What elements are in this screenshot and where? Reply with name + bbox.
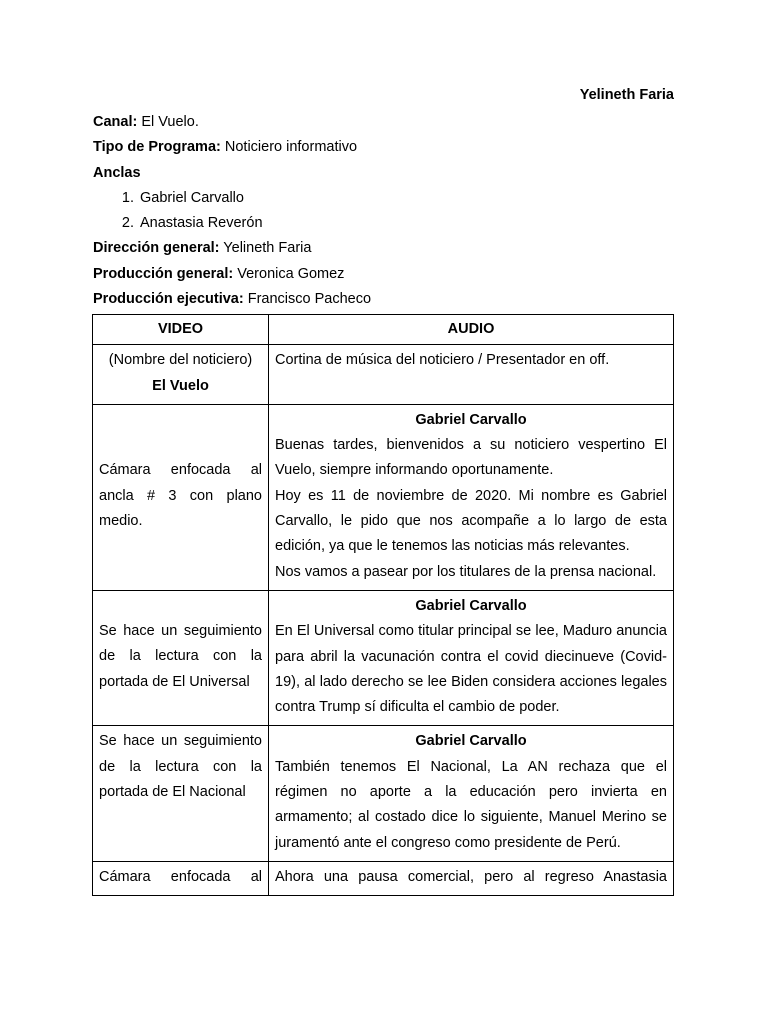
video-header: VIDEO <box>93 315 269 345</box>
anclas-heading <box>93 161 675 186</box>
audio-text: En El Universal como titular principal se lee, Maduro anuncia para abril la vacunación contra el covid diecinueve (Covid-19), al lado derecho se lee Biden considera acciones legales contra Trump sí dificulta el cambio de poder. <box>275 623 667 716</box>
author-name: Yelineth Faria <box>579 87 674 103</box>
script-table <box>92 314 674 896</box>
audio-text: Nos vamos a pasear por los titulares de la prensa nacional. <box>275 563 657 580</box>
audio-header: AUDIO <box>269 315 674 345</box>
audio-cell <box>269 590 674 725</box>
audio-text: También tenemos El Nacional, La AN rechaza que el régimen no aporte a la educación pero invierta en armamento; al costado dice lo siguiente, Manuel Merino se juramentó ante el congreso como presidente de Perú. <box>275 758 667 851</box>
video-text: Cámara enfocada al ancla # 3 con plano medio. <box>99 462 262 530</box>
audio-cell <box>269 861 674 895</box>
program-name-note: (Nombre del noticiero) <box>108 352 253 369</box>
produccion-row <box>93 262 675 287</box>
produccion-value: Veronica Gomez <box>237 265 345 282</box>
ejecutiva-row <box>93 287 675 312</box>
ejecutiva-value: Francisco Pacheco <box>247 291 372 308</box>
tipo-value: Noticiero informativo <box>224 139 358 156</box>
tipo-label: Tipo de Programa: <box>93 139 221 156</box>
audio-text: Buenas tardes, bienvenidos a su noticiero vespertino El Vuelo, siempre informando oportunamente. <box>275 437 667 479</box>
table-row <box>93 726 674 861</box>
video-cell <box>93 726 269 861</box>
audio-text: Cortina de música del noticiero / Presentador en off. <box>275 352 610 369</box>
video-text: Se hace un seguimiento de la lectura con la portada de El Universal <box>99 622 262 690</box>
audio-text: Hoy es 11 de noviembre de 2020. Mi nombre es Gabriel Carvallo, le pido que nos acompañe a lo largo de esta edición, ya que le tenemos las noticias más relevantes. <box>275 487 667 555</box>
canal-label: Canal: <box>93 114 138 130</box>
speaker-name: Gabriel Carvallo <box>415 411 527 428</box>
canal-value: El Vuelo. <box>141 114 199 130</box>
tipo-row <box>93 135 675 160</box>
audio-cell <box>269 345 674 405</box>
video-cell <box>93 345 269 405</box>
speaker-name: Gabriel Carvallo <box>415 733 527 750</box>
program-metadata <box>93 110 675 312</box>
ancla-item: 2. Anastasia Reverón <box>138 211 675 236</box>
table-row <box>93 861 674 895</box>
table-row <box>93 590 674 725</box>
audio-text: Ahora una pausa comercial, pero al regreso Anastasia <box>275 868 667 885</box>
video-text: Se hace un seguimiento de la lectura con la portada de El Nacional <box>99 733 262 801</box>
direccion-label: Dirección general: <box>93 240 220 257</box>
direccion-row <box>93 236 675 261</box>
table-row <box>93 345 674 405</box>
audio-cell <box>269 404 674 590</box>
direccion-value: Yelineth Faria <box>223 240 312 257</box>
canal-row <box>93 110 675 135</box>
video-cell <box>93 861 269 895</box>
ejecutiva-label: Producción ejecutiva: <box>93 291 244 308</box>
video-cell <box>93 590 269 725</box>
anclas-list <box>93 186 675 237</box>
anclas-label: Anclas <box>93 164 141 181</box>
speaker-name: Gabriel Carvallo <box>415 597 527 614</box>
video-cell <box>93 404 269 590</box>
produccion-label: Producción general: <box>93 265 234 282</box>
video-text: Cámara enfocada al <box>99 868 262 885</box>
ancla-item: 1. Gabriel Carvallo <box>138 186 675 211</box>
audio-cell <box>269 726 674 861</box>
table-header-row <box>93 315 674 345</box>
program-name: El Vuelo <box>152 377 209 394</box>
table-row <box>93 404 674 590</box>
